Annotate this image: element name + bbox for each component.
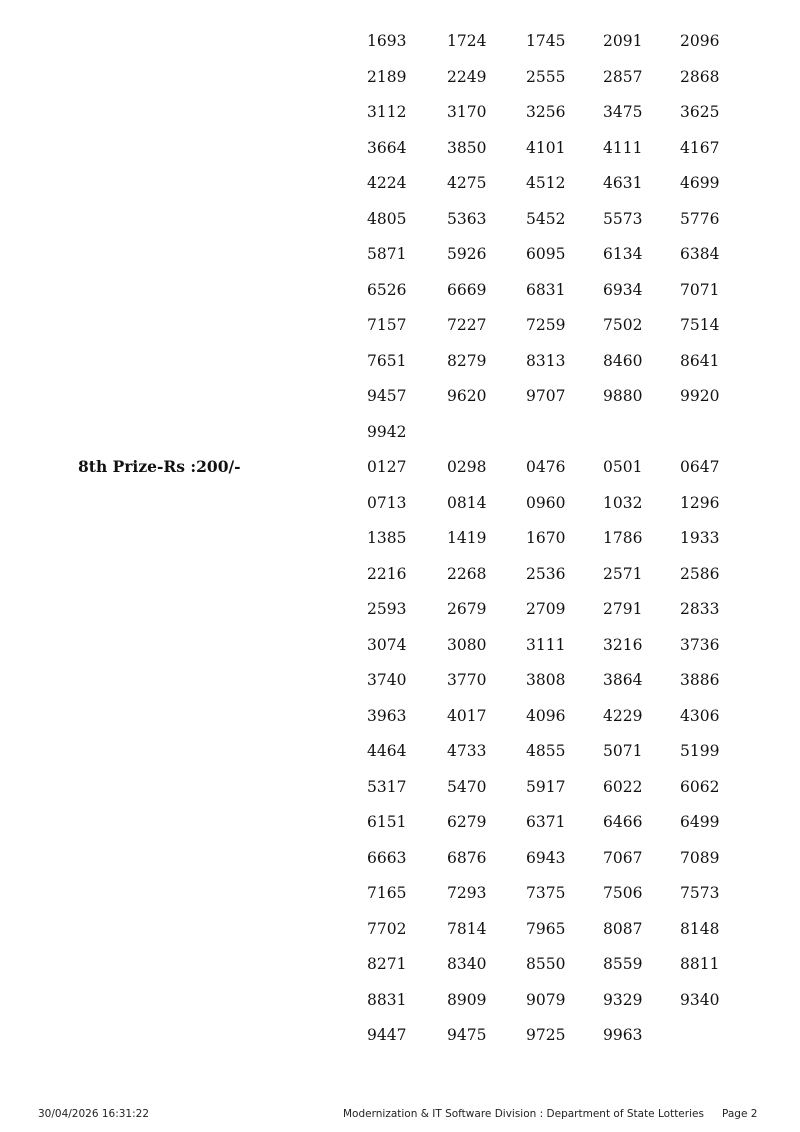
number-row [0,134,800,162]
ticket-number: 7259 [526,316,566,334]
number-row [0,986,800,1014]
ticket-number: 5871 [367,245,407,263]
ticket-number: 0501 [603,458,643,476]
ticket-number: 0127 [367,458,407,476]
number-row [0,276,800,304]
ticket-number: 8313 [526,351,566,370]
ticket-number: 6134 [603,245,643,263]
ticket-number: 3625 [680,103,720,121]
ticket-number: 1933 [680,529,720,547]
ticket-number: 3808 [526,671,566,689]
ticket-number: 2571 [603,564,643,583]
ticket-number: 1786 [603,529,643,547]
number-row [0,737,800,765]
ticket-number: 7293 [447,884,487,902]
ticket-number: 0814 [447,493,487,512]
ticket-number: 2857 [603,67,643,86]
number-row [0,311,800,339]
footer-datetime: 30/04/2026 16:31:22 [38,1108,150,1120]
ticket-number: 3864 [603,671,643,689]
ticket-number: 9920 [680,387,720,405]
ticket-number: 3740 [367,671,407,689]
ticket-number: 2833 [680,600,720,618]
ticket-number: 3256 [526,103,566,121]
ticket-number: 1419 [447,529,487,547]
page-footer [0,1104,800,1124]
ticket-number: 5452 [526,209,566,228]
ticket-number: 4805 [367,209,407,228]
ticket-number: 8340 [447,955,487,973]
ticket-number: 2709 [526,600,566,618]
number-row [0,808,800,836]
ticket-number: 7165 [367,884,407,902]
number-row [0,844,800,872]
ticket-number: 3111 [526,635,566,654]
ticket-number: 8087 [603,919,643,938]
ticket-number: 4101 [526,138,566,157]
ticket-number: 4512 [526,174,566,192]
ticket-number: 3475 [603,103,643,121]
ticket-number: 1296 [680,493,720,512]
ticket-number: 0476 [526,458,566,476]
ticket-number: 6371 [526,813,566,831]
ticket-number: 1693 [367,32,407,50]
footer-division: Modernization & IT Software Division : Department of State Lotteries [343,1108,704,1120]
ticket-number: 7514 [680,316,720,334]
number-row [0,631,800,659]
number-row [0,524,800,552]
ticket-number: 1032 [603,493,643,512]
ticket-number: 7573 [680,884,720,902]
ticket-number: 9707 [526,387,566,405]
ticket-number: 8831 [367,990,407,1009]
ticket-number: 2555 [526,67,566,86]
ticket-number: 9079 [526,990,566,1009]
ticket-number: 7071 [680,280,720,299]
ticket-number: 6934 [603,280,643,299]
prize-label: 8th Prize-Rs :200/- [78,457,241,476]
ticket-number: 3170 [447,103,487,121]
ticket-number: 7067 [603,848,643,867]
number-row [0,453,800,481]
ticket-number: 9457 [367,387,407,405]
ticket-number: 4017 [447,706,487,725]
ticket-number: 5776 [680,209,720,228]
number-row [0,98,800,126]
ticket-number: 5470 [447,777,487,796]
ticket-number: 5926 [447,245,487,263]
ticket-number: 9725 [526,1026,566,1044]
ticket-number: 0713 [367,493,407,512]
ticket-number: 2249 [447,67,487,86]
ticket-number: 4699 [680,174,720,192]
ticket-number: 3112 [367,103,407,121]
ticket-number: 6062 [680,777,720,796]
ticket-number: 7651 [367,351,407,370]
ticket-number: 7814 [447,919,487,938]
ticket-number: 5917 [526,777,566,796]
ticket-number: 2216 [367,564,407,583]
ticket-number: 4229 [603,706,643,725]
ticket-number: 6876 [447,848,487,867]
ticket-number: 8641 [680,351,720,370]
ticket-number: 3074 [367,635,407,654]
ticket-number: 2791 [603,600,643,618]
number-row [0,702,800,730]
ticket-number: 1385 [367,529,407,547]
ticket-number: 6279 [447,813,487,831]
ticket-number: 8279 [447,351,487,370]
number-row [0,560,800,588]
number-row [0,169,800,197]
ticket-number: 0647 [680,458,720,476]
number-row [0,1021,800,1049]
ticket-number: 4631 [603,174,643,192]
number-row [0,205,800,233]
ticket-number: 2586 [680,564,720,583]
ticket-number: 4224 [367,174,407,192]
ticket-number: 2096 [680,32,720,50]
ticket-number: 8811 [680,955,720,973]
ticket-number: 9880 [603,387,643,405]
ticket-number: 2593 [367,600,407,618]
ticket-number: 3664 [367,138,407,157]
ticket-number: 7227 [447,316,487,334]
ticket-number: 6943 [526,848,566,867]
ticket-number: 8271 [367,955,407,973]
ticket-number: 9963 [603,1026,643,1044]
number-row [0,382,800,410]
ticket-number: 4275 [447,174,487,192]
ticket-number: 6499 [680,813,720,831]
ticket-number: 3770 [447,671,487,689]
ticket-number: 5317 [367,777,407,796]
ticket-number: 2091 [603,32,643,50]
ticket-number: 8909 [447,990,487,1009]
ticket-number: 1724 [447,32,487,50]
ticket-number: 8460 [603,351,643,370]
ticket-number: 1670 [526,529,566,547]
ticket-number: 2189 [367,67,407,86]
ticket-number: 5573 [603,209,643,228]
ticket-number: 3963 [367,706,407,725]
ticket-number: 9329 [603,990,643,1009]
ticket-number: 3850 [447,138,487,157]
ticket-number: 6384 [680,245,720,263]
ticket-number: 6669 [447,280,487,299]
ticket-number: 3216 [603,635,643,654]
number-row [0,879,800,907]
number-row [0,63,800,91]
number-row [0,595,800,623]
ticket-number: 4733 [447,742,487,760]
ticket-number: 8559 [603,955,643,973]
ticket-number: 4855 [526,742,566,760]
ticket-number: 7702 [367,919,407,938]
ticket-number: 4464 [367,742,407,760]
ticket-number: 3080 [447,635,487,654]
ticket-number: 7506 [603,884,643,902]
ticket-number: 6831 [526,280,566,299]
number-row [0,489,800,517]
ticket-number: 9475 [447,1026,487,1044]
ticket-number: 7157 [367,316,407,334]
ticket-number: 2536 [526,564,566,583]
ticket-number: 6022 [603,777,643,796]
ticket-number: 4096 [526,706,566,725]
ticket-number: 5363 [447,209,487,228]
number-row [0,915,800,943]
ticket-number: 8148 [680,919,720,938]
number-row [0,347,800,375]
ticket-number: 4167 [680,138,720,157]
footer-page-number: Page 2 [722,1108,758,1120]
ticket-number: 5071 [603,742,643,760]
ticket-number: 7089 [680,848,720,867]
ticket-number: 7375 [526,884,566,902]
ticket-number: 2679 [447,600,487,618]
number-row [0,418,800,446]
ticket-number: 6466 [603,813,643,831]
ticket-number: 2268 [447,564,487,583]
ticket-number: 2868 [680,67,720,86]
ticket-number: 6526 [367,280,407,299]
ticket-number: 5199 [680,742,720,760]
ticket-number: 0298 [447,458,487,476]
ticket-number: 9942 [367,422,407,441]
ticket-number: 9340 [680,990,720,1009]
ticket-number: 7965 [526,919,566,938]
ticket-number: 1745 [526,32,566,50]
ticket-number: 8550 [526,955,566,973]
number-row [0,240,800,268]
ticket-number: 6151 [367,813,407,831]
number-row [0,773,800,801]
number-row [0,666,800,694]
ticket-number: 3886 [680,671,720,689]
ticket-number: 9447 [367,1026,407,1044]
ticket-number: 9620 [447,387,487,405]
number-row [0,27,800,55]
number-row [0,950,800,978]
ticket-number: 6663 [367,848,407,867]
ticket-number: 7502 [603,316,643,334]
ticket-number: 4111 [603,138,643,157]
ticket-number: 6095 [526,245,566,263]
ticket-number: 4306 [680,706,720,725]
ticket-number: 3736 [680,635,720,654]
ticket-number: 0960 [526,493,566,512]
